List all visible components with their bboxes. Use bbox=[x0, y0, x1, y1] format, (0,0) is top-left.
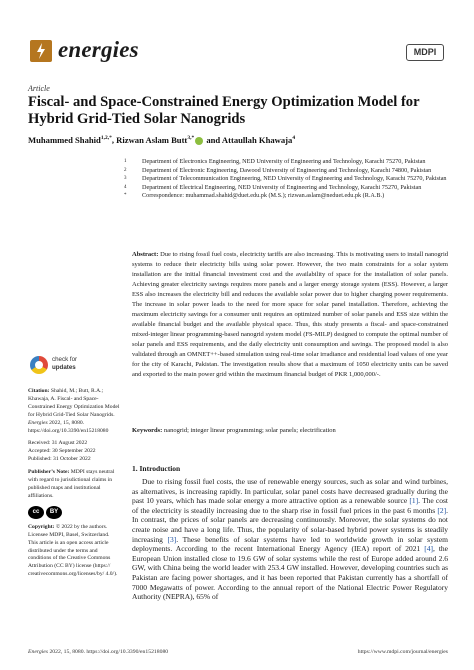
correspondence-mark: * bbox=[124, 193, 127, 199]
author-name: Muhammed Shahid bbox=[28, 135, 101, 145]
check-updates-line2: updates bbox=[52, 364, 76, 371]
citation-block bbox=[28, 388, 120, 435]
footer-doi[interactable]: 2022, 15, 8080. https://doi.org/10.3390/en15218080 bbox=[49, 649, 169, 655]
abstract-text: Due to rising fossil fuel costs, electricity tariffs are also increasing. This is motivating users to install nanogrid systems to reduce their electricity bills using solar power. However, the two main constraints for a solar system installation are the initial financial investment cost and the availability of space for the installation of solar panels. Achieving greater electricity savings requires more panels and a larger energy storage system (ESS). However, a larger ESS also increases the electricity bill and reduces the available solar power due to higher charging power requirements. The increase in solar power leads to the need for more space for solar panel installation. Therefore, achieving the maximum electricity savings for a consumer unit requires an optimized number of solar panels and ESS size within the available financial budget and the available physical space. Thus, this study presents a fiscal- and space-constrained mixed-integer linear programming-based nanogrid system model (FS-MILP) designed to compute the optimal number of solar panels and ESS requirements, and the daily electricity unit consumption and savings. The proposed model is also validated through an OMNET++-based simulation using real-time solar irradiance and residential load values of one year for the city of Karachi, Pakistan. The investigation results show that a maximum of 1050 electricity units can be saved and exported to the main power grid within the maximum financial budget of PKR 1,000,000/-. bbox=[132, 251, 448, 378]
citation-label: Citation: bbox=[28, 388, 50, 394]
intro-text: Due to rising fossil fuel costs, the use of renewable energy sources, such as solar and wind turbines, as alternatives, is increasing rapidly. In particular, solar panel costs have decreased gradually during the past 10 years, which has made solar energy a more attractive option as a renewable source bbox=[132, 477, 448, 506]
intro-text: . The cost of the electricity is steadily increasing due to the sharp rise in fossil fuel prices in the past 6 months bbox=[132, 496, 449, 515]
author-list bbox=[28, 135, 448, 145]
publisher-note-label: Publisher’s Note: bbox=[28, 469, 70, 476]
footer-citation bbox=[28, 649, 168, 655]
affiliation-number: 1 bbox=[124, 159, 127, 164]
author-name: Rizwan Aslam Butt bbox=[116, 135, 188, 145]
check-updates-line1: check for bbox=[52, 356, 78, 363]
citation-doi[interactable]: 2022, 15, 8080. https://doi.org/10.3390/en15218080 bbox=[28, 419, 109, 434]
check-updates-label bbox=[52, 356, 77, 372]
author-affiliation-marks: 3,* bbox=[187, 135, 195, 142]
reference-link[interactable]: [3] bbox=[167, 534, 177, 544]
reference-link[interactable]: [2] bbox=[437, 505, 447, 515]
footer-journal-url[interactable]: https://www.mdpi.com/journal/energies bbox=[357, 649, 448, 655]
dates-block bbox=[28, 440, 120, 464]
abstract bbox=[132, 250, 448, 380]
affiliation-text: Department of Electronic Engineering, Dawood University of Engineering and Technology, Karachi 74800, Pakistan bbox=[142, 166, 432, 174]
page-footer bbox=[28, 649, 448, 655]
intro-text: . In contrast, the prices of solar panels are decreasing continuously. Moreover, the solar systems do not create noise and have a long life. Thus, the popularity of solar-based hybrid power systems is steadily increasing bbox=[132, 505, 448, 544]
section-heading: 1. Introduction bbox=[132, 464, 181, 473]
citation-journal: Energies bbox=[28, 419, 48, 426]
copyright-text: © 2022 by the authors. Licensee MDPI, Basel, Switzerland. This article is an open access article distributed under the terms and conditions of the Creative Commons Attribution (CC BY) license (https:// creativecommons.org/licenses/by/ 4.0/). bbox=[28, 523, 118, 578]
author-affiliation-marks: 1,2,* bbox=[100, 135, 112, 142]
author-affiliation-marks: 4 bbox=[292, 135, 296, 142]
affiliation-item bbox=[124, 184, 449, 192]
copyright-label: Copyright: bbox=[28, 523, 55, 530]
author-name: Attaullah Khawaja bbox=[221, 135, 293, 145]
affiliation-text: Department of Electronics Engineering, NED University of Engineering and Technology, Karachi 75270, Pakistan bbox=[142, 158, 426, 165]
by-icon: BY bbox=[46, 506, 62, 519]
author-separator: , bbox=[111, 135, 114, 145]
journal-logo-icon bbox=[30, 40, 52, 62]
article-sidebar bbox=[28, 388, 120, 584]
keywords-label: Keywords: bbox=[132, 427, 163, 434]
correspondence-text: Correspondence: muhammad.shahid@duet.edu.pk (M.S.); rizwan.aslam@neduet.edu.pk (R.A.B.) bbox=[142, 192, 385, 200]
cc-icon: cc bbox=[28, 506, 44, 519]
accepted-date: Accepted: 30 September 2022 bbox=[28, 448, 96, 455]
affiliations bbox=[124, 158, 449, 201]
check-for-updates-button[interactable] bbox=[30, 355, 100, 377]
affiliation-text: Department of Telecommunication Engineering, NED University of Engineering and Technology, Karachi 75270, Pakistan bbox=[142, 175, 447, 183]
paper-title: Fiscal- and Space-Constrained Energy Optimization Model for Hybrid Grid-Tied Solar Nanogrids bbox=[28, 94, 420, 127]
footer-journal: Energies bbox=[28, 649, 49, 655]
abstract-label: Abstract: bbox=[132, 251, 159, 258]
publisher-note bbox=[28, 469, 120, 501]
copyright-block bbox=[28, 524, 120, 579]
introduction-paragraph bbox=[132, 477, 448, 602]
journal-name[interactable]: energies bbox=[58, 37, 139, 62]
affiliation-number: 4 bbox=[124, 184, 127, 190]
keywords bbox=[132, 426, 448, 435]
affiliation-item bbox=[124, 158, 449, 166]
author-and: and bbox=[206, 135, 221, 145]
affiliation-number: 2 bbox=[124, 167, 127, 173]
affiliation-number: 3 bbox=[124, 176, 127, 182]
article-type: Article bbox=[28, 84, 50, 93]
correspondence bbox=[124, 192, 449, 200]
affiliation-item bbox=[124, 175, 449, 183]
orcid-icon[interactable] bbox=[195, 137, 203, 145]
citation-text: Shahid, M.; Butt, R.A.; Khawaja, A. Fiscal- and Space-Constrained Energy Optimization Model for Hybrid Grid-Tied Solar Nanogrids. bbox=[28, 388, 120, 418]
reference-link[interactable]: [4] bbox=[424, 544, 433, 554]
affiliation-item bbox=[124, 167, 449, 175]
keywords-text: nanogrid; integer linear programming; solar panels; electrification bbox=[163, 427, 336, 434]
publisher-note-text: MDPI stays neutral with regard to jurisdictional claims in published maps and institutional affiliations. bbox=[28, 469, 115, 499]
intro-text: . These benefits of solar systems have led to worldwide growth in solar system deployments. According to the recent International Energy Agency (IEA) report of 2021 bbox=[132, 534, 448, 554]
cc-license-badge[interactable] bbox=[28, 506, 120, 519]
reference-link[interactable]: [1] bbox=[409, 496, 419, 506]
intro-text: , the European Union installed close to 19.6 GW of solar systems while the rest of Europe added around 2.6 GW, with China being the world leader with 253.4 GW installed. However, developing countries such as Pakistan are facing power shortages, and it has been reported that Pakistan currently has a shortfall of 7000 Megawatts of power. According to the annual report of the National Electric Power Regulatory Authority (NEPRA), 65% of bbox=[132, 544, 448, 602]
received-date: Received: 31 August 2022 bbox=[28, 440, 88, 447]
mdpi-logo[interactable]: MDPI bbox=[406, 44, 444, 61]
check-updates-icon bbox=[30, 356, 48, 374]
published-date: Published: 31 October 2022 bbox=[28, 456, 91, 463]
affiliation-text: Department of Electrical Engineering, NED University of Engineering and Technology, Karachi 75270, Pakistan bbox=[142, 183, 422, 191]
